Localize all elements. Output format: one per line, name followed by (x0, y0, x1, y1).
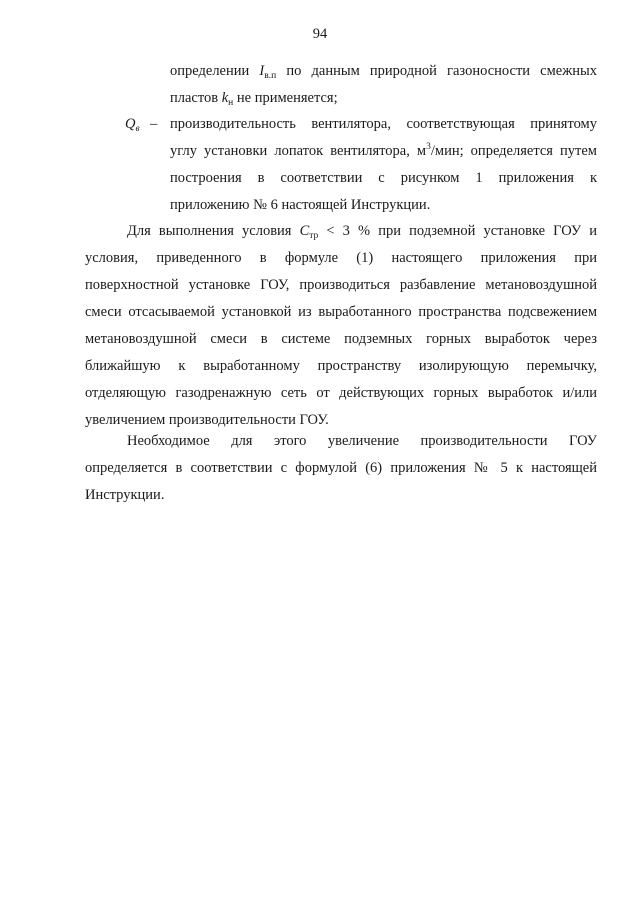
page-number: 94 (312, 26, 328, 42)
definition-line-3: построения в соответствии с рисунком 1 приложения к (170, 170, 597, 186)
paragraph-2-line-2: определяется в соответствии с формулой (6) приложения № 5 к настоящей (85, 460, 597, 476)
continuation-line-1: определении $I_{в.п}$ по данным природной газоносности смежных (170, 63, 597, 81)
paragraph-2-line-1: Необходимое для этого увеличение производительности ГОУ (127, 433, 597, 449)
definition-line-4: приложению № 6 настоящей Инструкции. (170, 197, 431, 213)
paragraph-1-line-7: отделяющую газодренажную сеть от действующих горных выработок и/или (85, 385, 597, 401)
paragraph-1 (85, 218, 597, 434)
definition-continuation (170, 58, 597, 112)
definition-line-2: углу установки лопаток вентилятора, $м^3$/мин; определяется путем (170, 142, 597, 159)
paragraph-2 (85, 428, 597, 509)
paragraph-2-line-3: Инструкции. (85, 487, 165, 503)
definition-dash: – (150, 116, 158, 132)
paragraph-1-line-6: ближайшую к выработанному пространству изолирующую перемычку, (85, 358, 597, 374)
paragraph-1-line-3: поверхностной установке ГОУ, производиться разбавление метановоздушной (85, 277, 597, 293)
paragraph-1-line-5: метановоздушной смеси в системе подземных горных выработок через (85, 331, 597, 347)
paragraph-1-line-2: условия, приведенного в формуле (1) настоящего приложения при (85, 250, 597, 266)
paragraph-1-line-8: увеличением производительности ГОУ. (85, 412, 329, 428)
definition-line-1: производительность вентилятора, соответствующая принятому (170, 116, 597, 132)
continuation-line-2: пластов $k_н$ не применяется; (170, 90, 338, 108)
paragraph-1-line-1: Для выполнения условия $C_{тр} < 3$ % при подземной установке ГОУ и (127, 223, 597, 241)
paragraph-1-line-4: смеси отсасываемой установкой из выработанного пространства подсвежением (85, 304, 597, 320)
definition-text (170, 111, 597, 219)
definition-symbol: $Q_в$ (125, 116, 140, 134)
